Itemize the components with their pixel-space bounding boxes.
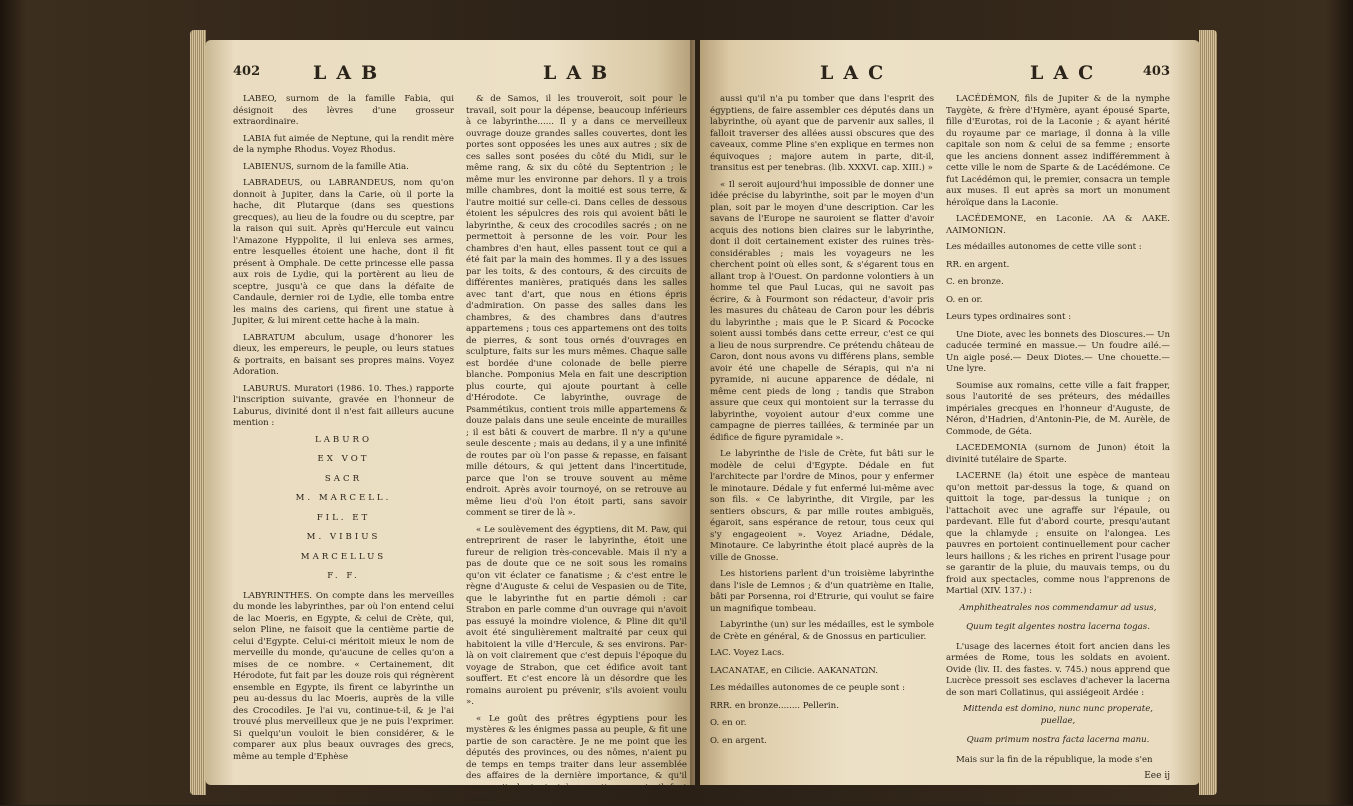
inscription-line: M. MARCELL. xyxy=(295,493,392,503)
medal-line: Leurs types ordinaires sont : xyxy=(946,312,1072,322)
entry-paragraph: LACÉDÈMON, fils de Jupiter & de la nymphe Taygète, & frère d'Hymère, ayant épousé Sparte, fille d'Eurotas, roi de la Laconie ; & ayant hérité du royaume par ce mariage, il donna à la ville capitale son nom & celui de sa femme ; ensorte que les anciens donnent assez indifféremment à cette ville le nom de Sparte & de Lacédémone. Ce fut Lacédémon qui, le premier, consacra un temple aux muses. Il eut après sa mort un monument héroïque dans la Laconie. xyxy=(946,94,1170,208)
running-head: LAC xyxy=(820,62,894,84)
entry-paragraph: aussi qu'il n'a pu tomber que dans l'esprit des égyptiens, de faire assembler ces députés dans un labyrinthe, où ayant que de parvenir aux salles, il falloit traverser des allées aussi obscures que des caveaux, comme Pline s'en explique en termes non équivoques ; majore autem in parte, dit-il, transitus est per tenebras. (lib. XXXVI. cap. XIII.) » xyxy=(710,94,934,173)
left-column-1 xyxy=(233,94,454,784)
entry-paragraph: & de Samos, il les trouveroit, soit pour le travail, soit pour la dépense, beaucoup inférieurs à ce labyrinthe...... Il y a dans ce merveilleux ouvrage douze grandes salles couvertes, dont les portes sont opposées les unes aux autres ; six de ces salles sont posées du côté du Midi, sur le même rang, & six du côté du Septentrion ; le même mur les environne par dehors. Il y a trois mille chambres, dont la moitié est sous terre, & l'autre moitié sur celle-ci. Dans celles de dessous étoient les sépulcres des rois qui avoient bâti le labyrinthe, & ceux des crocodiles sacrés ; on ne permettoit à personne de les voir. Pour les chambres d'en haut, elles passent tout ce qui a été fait par la main des hommes. Il y a des issues par les toits, & des contours, & des circuits de différentes manières, pratiqués dans les salles avec tant d'art, que nous en étions épris d'admiration. On passe des salles dans les chambres, & des chambres dans d'autres appartemens ; tous ces appartemens ont des toits de pierres, & sont tous ornés d'ouvrages en sculpture, faits sur les murs mêmes. Chaque salle est bordée d'une colonade de belle pierre blanche. Pomponius Mela en fait une description plus courte, qui ajoute pourtant à celle d'Hérodote. Ce labyrinthe, ouvrage de Psammétikus, contient trois mille appartemens & douze palais dans une seule enceinte de murailles ; il est bâti & couvert de marbre. Il n'y a qu'une seule descente ; mais au dedans, il y a une infinité de routes par où l'on passe & repasse, en faisant mille détours, & qui jettent dans l'incertitude, parce que l'on se trouve souvent au même endroit. Après avoir tournoyé, on se retrouve au même lieu d'où l'on étoit parti, sans savoir comment se tirer de là ». xyxy=(466,94,687,518)
entry-paragraph: LACEDEMONIA (surnom de Junon) étoit la divinité tutélaire de Sparte. xyxy=(946,443,1170,465)
entry-paragraph: LACÉDEMONE, en Laconie. ΛΑ & ΛΑΚΕ. ΛΑΙΜΟΝΙΩΝ. xyxy=(946,214,1170,236)
entry-paragraph: L'usage des lacernes étoit fort ancien dans les armées de Rome, tous les soldats en avoient. Ovide (liv. II. des fastes. v. 745.) nous apprend que Lucrèce pressoit ses esclaves d'achever la lacerna de son mari Collatinus, qui assiégeoit Ardée : xyxy=(946,641,1170,698)
inscription xyxy=(233,435,454,583)
medal-line: O. en or. xyxy=(710,718,747,728)
entry-paragraph: Les historiens parlent d'un troisième labyrinthe dans l'isle de Lemnos ; & d'un quatrième en Italie, bâti par Porsenna, roi d'Etrurie, qui voulut se faire un magnifique tombeau. xyxy=(710,569,934,614)
inscription-line: MARCELLUS xyxy=(300,551,387,562)
inscription-line: F. F. xyxy=(327,571,360,581)
right-column-2 xyxy=(946,94,1170,784)
right-page-header xyxy=(710,62,1170,88)
page-edge-right xyxy=(1199,30,1217,795)
left-page xyxy=(205,40,695,804)
entry-paragraph: LABIENUS, surnom de la famille Atia. xyxy=(243,161,409,172)
medal-line: RRR. en bronze........ Pellerin. xyxy=(710,700,839,711)
signature-mark: Eee ij xyxy=(1144,771,1170,781)
entry-paragraph: LABURUS. Muratori (1986. 10. Thes.) rapporte l'inscription suivante, gravée en l'honneur de Laburus, divinité dont il n'est fait ailleurs aucune mention : xyxy=(233,383,454,428)
inscription-line: M. VIBIUS xyxy=(306,532,381,542)
entry-paragraph: « Il seroit aujourd'hui impossible de donner une idée précise du labyrinthe, soit par le moyen d'un plan, soit par le moyen d'une description. Car les savans de l'Europe ne sauroient se flatter d'avoir acquis des notions bien claires sur le labyrinthe, dont il doit certainement exister des ruines très-considérables ; mais les voyageurs ne les cherchent point où elles sont, & s'égarent tous en allant trop à l'Ouest. On pardonne volontiers à un homme tel que Paul Lucas, qui ne savoit pas écrire, & à Fourmont son rédacteur, d'avoir pris les masures du château de Caron pour les débris du labyrinthe ; mais que le P. Sicard & Pococke soient aussi tombés dans cette erreur, c'est ce qui a lieu de nous surprendre. Ce prétendu château de Caron, dont nous avons vu différens plans, semble avoir été une chapelle de Sérapis, qui n'a ni pyramide, ni aucune apparence de dédale, ni même cent pieds de long ; tandis que Strabon assure que ceux qui montoient sur la terrasse du labyrinthe, voyoient autour d'eux comme une campagne de pierres taillées, & terminée par un édifice de figure pyramidale ». xyxy=(710,179,934,443)
entry-paragraph: LABRADEUS, ou LABRANDEUS, nom qu'on donnoit à Jupiter, dans la Carie, où il porte la hache, dit Plutarque (dans ses questions grecques), au lieu de la foudre ou du sceptre, par la raison qui suit. Après qu'Hercule eut vaincu l'Amazone Hyppolite, il lui enleva ses armes, entre lesquelles étoient une hache, dont il fit présent à Omphale. De cette princesse elle passa aux rois de Lydie, qui la portèrent au lieu de sceptre, jusqu'à ce que dans la défaite de Candaule, dernier roi de Lydie, elle tomba entre les mains des cariens, qui firent une statue à Jupiter, & lui mirent cette hache à la main. xyxy=(233,178,454,326)
left-page-header xyxy=(233,62,687,88)
verse-line: Mittenda est domino, nunc nunc properate, puellae, xyxy=(962,704,1154,726)
entry-paragraph: « Le goût des prêtres égyptiens pour les mystères & les énigmes passa au peuple, & fit une partie de son caractère. Je ne me point que les députés des provinces, ou des nômes, n'aient pu de temps en temps traiter dans leur assemblée des affaires de la dernière importance, & qu'il convenoit de tenir très-secrettes ; mais il faut avouer xyxy=(466,713,687,804)
running-head: LAB xyxy=(313,62,388,84)
right-column-1 xyxy=(710,94,934,784)
inscription-line: EX VOT xyxy=(317,454,370,464)
entry-paragraph: LAC. Voyez Lacs. xyxy=(710,648,785,658)
entry-paragraph: LABRATUM abculum, usage d'honorer les dieux, les empereurs, le peuple, ou leurs statues & portraits, en baisant ses propres mains. Voyez Adoration. xyxy=(233,332,454,377)
entry-paragraph: LABIA fut aimée de Neptune, qui la rendit mère de la nymphe Rhodus. Voyez Rhodus. xyxy=(233,133,454,155)
entry-paragraph: Une Diote, avec les bonnets des Dioscures.— Un caducée terminé en massue.— Un foudre ailé.— Un aigle posé.— Deux Diotes.— Une chouette.— Une lyre. xyxy=(946,329,1170,374)
medal-line: C. en bronze. xyxy=(946,277,1004,287)
entry-paragraph: Mais sur la fin de la république, la mode s'en xyxy=(956,754,1153,765)
page-edge-left xyxy=(190,30,206,795)
running-head: LAB xyxy=(543,62,618,84)
right-page xyxy=(700,40,1200,785)
entry-paragraph: Soumise aux romains, cette ville a fait frapper, sous l'autorité de ses préteurs, des médailles impériales grecques en l'honneur d'Auguste, de Néron, d'Hadrien, d'Antonin-Pie, de M. Aurèle, de Commode, de Géta. xyxy=(946,380,1170,437)
verse-line: Quam primum nostra facta lacerna manu. xyxy=(966,735,1150,745)
entry-paragraph: « Le soulèvement des égyptiens, dit M. Paw, qui entreprirent de raser le labyrinthe, étoit une fureur de religion très-concevable. Mais il n'y a pas de doute que ce ne soit sous les romains qu'on vit éclater ce fanatisme ; & c'est entre le règne d'Auguste & celui de Vespasien ou de Tite, que le labyrinthe fut en partie démoli : car Strabon en parle comme d'un ouvrage qui n'avoit pas essuyé la moindre violence, & Pline dit qu'il avoit été singulièrement maltraité par ceux qui habitoient la ville d'Hercule, & ses environs. Par-là on voit clairement que c'est depuis l'époque du voyage de Strabon, que cet édifice avoit tant souffert. Et c'est encore là un désordre que les romains auroient pu prévenir, s'ils avoient voulu ». xyxy=(466,524,687,707)
entry-paragraph: Labyrinthe (un) sur les médailles, est le symbole de Crète en général, & de Gnossus en particulier. xyxy=(710,620,934,642)
inscription-line: FIL. ET xyxy=(316,512,371,523)
left-column-2 xyxy=(466,94,687,804)
medal-line: O. en argent. xyxy=(710,735,767,746)
page-number: 402 xyxy=(233,64,261,79)
entry-paragraph: LABYRINTHES. On compte dans les merveilles du monde les labyrinthes, par où l'on entend celui de lac Moeris, en Egypte, & celui de Crète, qui, selon Pline, ne faisoit que la centième partie de celui d'Egypte. Celui-ci méritoit mieux le nom de merveille du monde, qu'aucune de celles qu'on a mises de ce nombre. « Certainement, dit Hérodote, fut fait par les douze rois qui régnèrent ensemble en Egypte, ils firent ce labyrinthe un peu au-dessus du lac Moeris, auprès de la ville des Crocodiles. Je l'ai vu, continue-t-il, & je l'ai trouvé plus merveilleux que je ne puis l'exprimer. Si quelqu'un vouloit le bien considérer, & le comparer aux plus beaux ouvrages des grecs, même au temple d'Ephèse xyxy=(233,590,454,762)
entry-paragraph: LACERNE (la) étoit une espèce de manteau qu'on mettoit par-dessus la toge, & quand on quittoit la toge, par-dessus la tunique ; on l'attachoit avec une agraffe sur l'épaule, ou pardevant. Elle fut d'abord courte, presqu'autant que la chlamyde ; ensuite on l'alongea. Les pauvres en portoient continuellement pour cacher leurs haillons ; & les riches en prirent l'usage pour se garantir de la pluie, du mauvais temps, ou du froid aux spectacles, comme nous l'apprenons de Martial (XIV. 137.) : xyxy=(946,471,1170,596)
entry-paragraph: LABEO, surnom de la famille Fabia, qui désignoit des lèvres d'une grosseur extraordinaire. xyxy=(233,94,454,127)
entry-paragraph: LACANATAE, en Cilicie. AAKANATΩN. xyxy=(710,665,878,676)
inscription-line: SACR xyxy=(324,473,363,484)
entry-paragraph: Le labyrinthe de l'isle de Crète, fut bâti sur le modèle de celui d'Egypte. Dédale en fut l'architecte par l'ordre de Minos, pour y enfermer le minotaure. Dédale y fut enfermé lui-même avec son fils. « Ce labyrinthe, dit Virgile, par les sentiers obscurs, & par mille routes ambiguës, égaroit, sans espérance de retour, tous ceux qui s'y engageoient ». Voyez Ariadne, Dédale, Minotaure. Ce labyrinthe étoit placé auprès de la ville de Gnosse. xyxy=(710,449,934,563)
verse-line: Amphitheatrales nos commendamur ad usus, xyxy=(959,602,1157,613)
entry-paragraph: Les médailles autonomes de ce peuple sont : xyxy=(710,683,905,693)
verse-line: Quum tegit algentes nostra lacerna togas. xyxy=(966,622,1150,632)
medal-line: Les médailles autonomes de cette ville sont : xyxy=(946,242,1142,252)
medal-line: O. en or. xyxy=(946,294,983,305)
page-number: 403 xyxy=(1142,64,1170,79)
inscription-line: LABURO xyxy=(315,434,372,445)
running-head: LAC xyxy=(1030,62,1104,84)
medal-line: RR. en argent. xyxy=(946,259,1010,270)
